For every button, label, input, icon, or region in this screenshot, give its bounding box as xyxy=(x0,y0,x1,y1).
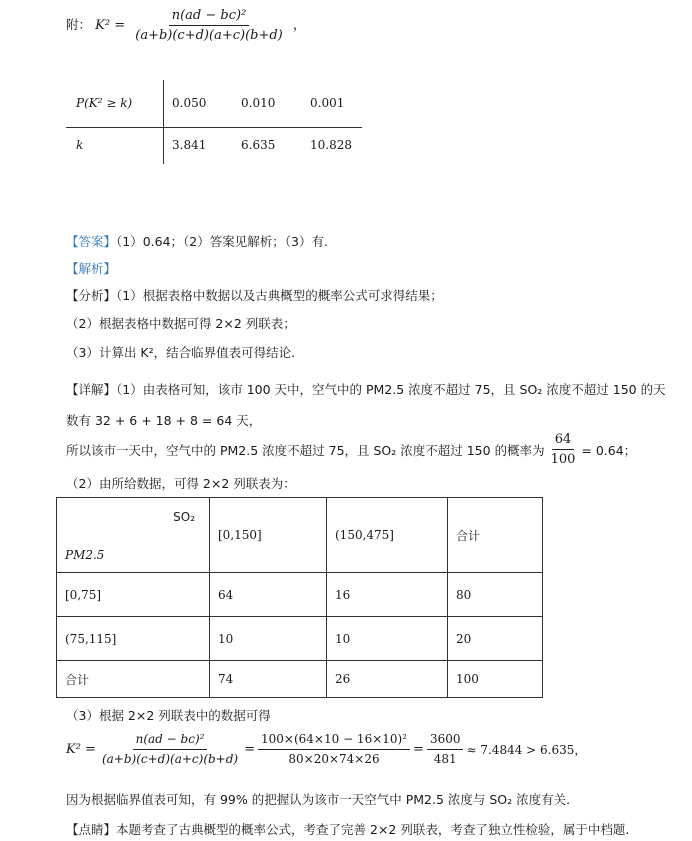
fenxi-line-1 xyxy=(66,286,443,304)
table-header-row xyxy=(57,498,543,573)
probability-fraction xyxy=(548,432,579,467)
part3-intro: （3）根据 2×2 列联表中的数据可得 xyxy=(66,708,271,723)
formula-fraction xyxy=(132,8,286,43)
chi-fraction-substituted xyxy=(258,732,410,767)
formula-suffix: ， xyxy=(292,18,306,33)
formula-denominator: (a+b)(c+d)(a+c)(b+d) xyxy=(135,28,283,43)
critical-k-value: 10.828 xyxy=(310,138,352,152)
chi-reduced-denominator: 481 xyxy=(433,752,457,766)
answer-tag: 【答案】 xyxy=(66,234,117,249)
chi-substituted-numerator: 100×(64×10 − 16×10)² xyxy=(258,732,410,750)
header-cell: (150,475] xyxy=(327,498,448,573)
critical-row1-head: P(K² ≥ k) xyxy=(76,96,133,110)
chi-result: ≈ 7.4844 > 6.635， xyxy=(466,743,587,757)
table-cell: 80 xyxy=(448,573,543,617)
probability-numerator: 64 xyxy=(552,432,575,450)
dianjing-tag: 【点睛】 xyxy=(66,822,117,837)
formula-header xyxy=(66,8,306,43)
row-label: 合计 xyxy=(57,661,210,698)
dianjing-text: 本题考查了古典概型的概率公式，考查了完善 2×2 列联表，考查了独立性检验，属于中档题. xyxy=(116,822,630,837)
table-cell: 74 xyxy=(210,661,327,698)
detail-tag: 【详解】 xyxy=(66,382,117,397)
table-horizontal-rule xyxy=(66,127,362,128)
critical-p-value: 0.001 xyxy=(310,96,345,110)
row-label: (75,115] xyxy=(57,617,210,661)
row-label: [0,75] xyxy=(57,573,210,617)
chi-lhs: K² = xyxy=(66,742,96,757)
detail-text-1: （1）由表格可知，该市 100 天中，空气中的 PM2.5 浓度不超过 75，且 SO₂ 浓度不超过 150 的天 xyxy=(116,382,666,397)
table-cell: 10 xyxy=(210,617,327,661)
chi-general-numerator: n(ad − bc)² xyxy=(133,732,208,750)
critical-k-value: 3.841 xyxy=(172,138,207,152)
table-row xyxy=(57,661,543,698)
detail-line-2: 数有 32 + 6 + 18 + 8 = 64 天， xyxy=(66,413,262,428)
critical-p-value: 0.050 xyxy=(172,96,207,110)
table-vertical-rule xyxy=(163,80,164,164)
table-row xyxy=(57,617,543,661)
fenxi-line-2: （2）根据表格中数据可得 2×2 列联表； xyxy=(66,316,296,331)
contingency-table xyxy=(56,497,543,698)
fenxi-text-1: （1）根据表格中数据以及古典概型的概率公式可求得结果； xyxy=(116,288,443,303)
detail-line-3 xyxy=(66,432,636,467)
answer-text: （1）0.64；（2）答案见解析；（3）有. xyxy=(116,234,328,249)
formula-lhs: K² = xyxy=(95,18,126,33)
probability-denominator: 100 xyxy=(550,452,576,467)
detail-line-1 xyxy=(66,380,666,398)
conclusion-line: 因为根据临界值表可知，有 99% 的把握认为该市一天空气中 PM2.5 浓度与 SO₂ 浓度有关. xyxy=(66,792,571,807)
table-cell: 26 xyxy=(327,661,448,698)
critical-k-value: 6.635 xyxy=(241,138,276,152)
table-row xyxy=(57,573,543,617)
chi-fraction-general xyxy=(99,732,241,767)
critical-p-value: 0.010 xyxy=(241,96,276,110)
table-cell: 64 xyxy=(210,573,327,617)
header-cell: 合计 xyxy=(448,498,543,573)
table-cell: 100 xyxy=(448,661,543,698)
formula-numerator: n(ad − bc)² xyxy=(169,8,250,26)
chi-square-formula: K² = $\frac{\text{n(ad − bc)²}}{(a+b)(c+d)(a+c)(b+d)}$ = $\frac{\text{100×(64×10 − 16×10)²}}{80\times 20\times 74\times 26}$ = $\frac{3600}{481}$ ≈ 7.4844 > 6.635， xyxy=(66,732,587,766)
answer-line xyxy=(66,232,328,250)
table-cell: 16 xyxy=(327,573,448,617)
table-cell: 10 xyxy=(327,617,448,661)
corner-pm-label: PM2.5 xyxy=(65,548,105,562)
formula-prefix: 附： xyxy=(66,17,92,32)
detail-line-4: （2）由所给数据，可得 2×2 列联表为： xyxy=(66,476,296,491)
chi-substituted-denominator: 80×20×74×26 xyxy=(288,752,380,766)
chi-fraction-reduced xyxy=(427,732,464,767)
fenxi-tag: 【分析】 xyxy=(66,288,117,303)
dianjing-line xyxy=(66,820,629,838)
chi-reduced-numerator: 3600 xyxy=(427,732,464,750)
corner-so2-label: SO₂ xyxy=(173,510,195,524)
analysis-tag: 【解析】 xyxy=(66,261,117,276)
fenxi-line-3: （3）计算出 K²，结合临界值表可得结论. xyxy=(66,345,296,360)
table-cell: 20 xyxy=(448,617,543,661)
chi-general-denominator: (a+b)(c+d)(a+c)(b+d) xyxy=(101,752,239,766)
corner-cell xyxy=(57,498,210,573)
detail-text-3: 所以该市一天中，空气中的 PM2.5 浓度不超过 75，且 SO₂ 浓度不超过 150 的概率为 xyxy=(66,442,545,458)
probability-result: = 0.64； xyxy=(581,442,637,458)
critical-row2-head: k xyxy=(76,138,84,152)
critical-value-table xyxy=(66,80,362,164)
header-cell: [0,150] xyxy=(210,498,327,573)
